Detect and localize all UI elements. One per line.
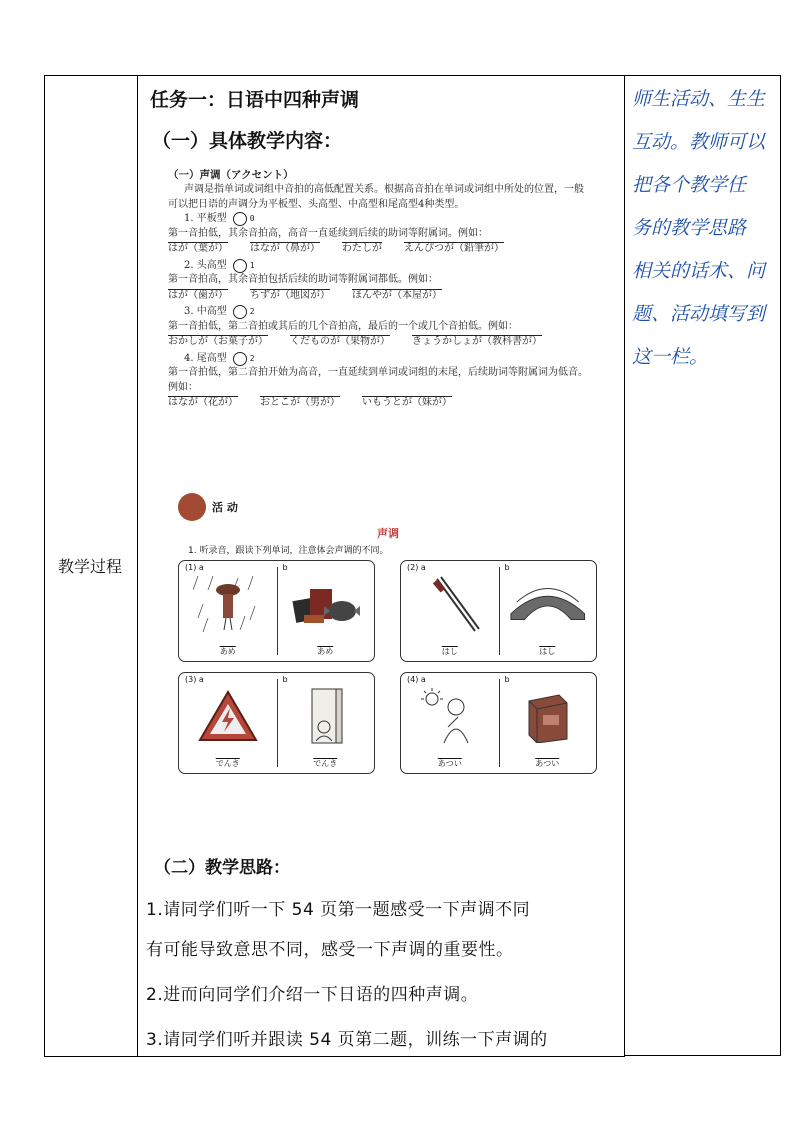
rain-icon (189, 575, 267, 633)
type-name (168, 212, 588, 227)
paragraph-line: 3.请同学们听并跟读 54 页第二题，训练一下声调的 (146, 1030, 548, 1050)
type-desc: 第一音拍低，第二音拍开始为高音，一直延续到单词或词组的末尾，后续助词等附属词为低音。例如： (168, 367, 588, 393)
pair-cell-a (179, 561, 277, 661)
example: ちずが（地図が） (250, 289, 330, 301)
type-desc: 第一音拍低，其余音拍高，高音一直延续到后续的助词等附属词。例如： (168, 227, 488, 239)
example: わたしが (342, 243, 382, 255)
pair-number (185, 563, 204, 572)
activity-title: 声调 (377, 527, 399, 540)
chopsticks-icon (411, 575, 489, 633)
accent-excerpt (168, 168, 588, 413)
pair-num: (3) (185, 675, 197, 684)
example: はが（歯が） (168, 289, 228, 301)
pair-cell-a (401, 561, 499, 661)
word-caption: あつい (437, 759, 462, 768)
word-caption: あつい (535, 759, 560, 768)
type-desc: 第一音拍高，其余音拍包括后续的助词等附属词都低。例如： (168, 274, 438, 286)
main-cell (138, 75, 624, 1055)
picture-pair (400, 672, 597, 774)
activity-logo-icon (178, 493, 206, 521)
picture-grid (178, 560, 598, 780)
example: えんぴつが（鉛筆が） (404, 243, 504, 255)
example: くだものが（果物が） (290, 336, 390, 348)
pair-number (407, 675, 426, 684)
type-label: 3. 中高型 (184, 306, 227, 318)
pair-cell-b (499, 673, 597, 773)
pair-number (185, 675, 204, 684)
pair-number (407, 563, 426, 572)
example-row (168, 396, 588, 411)
side-note-line: 相关的话术、问 (632, 260, 766, 282)
accent-mark: 2 (233, 352, 247, 366)
word-caption: あめ (317, 647, 334, 656)
thick-book-icon (509, 687, 587, 745)
activity-label: 活 动 (212, 501, 238, 514)
type-label: 2. 头高型 (184, 259, 227, 271)
side-note-line: 题、活动填写到 (632, 303, 766, 325)
word-caption: でんき (215, 759, 240, 768)
type-name (168, 259, 588, 274)
picture-pair (178, 560, 375, 662)
word-caption: はし (441, 647, 458, 656)
example: はが（葉が） (168, 243, 228, 255)
example: おとこが（男が） (260, 397, 340, 409)
activity-header (178, 493, 598, 521)
a-tag: a (420, 675, 426, 684)
warning-sign-icon (189, 687, 267, 745)
picture-pair (178, 672, 375, 774)
example: おかしが（お菓子が） (168, 336, 268, 348)
type-name (168, 305, 588, 320)
picture-pair (400, 560, 597, 662)
paragraph-line: 1.请同学们听一下 54 页第一题感受一下声调不同 (146, 900, 531, 920)
accent-intro: 声调是指单词或词组中音拍的高低配置关系。根据高音拍在单词或词组中所处的位置，一般可以把日语的声调分为平板型、头高型、中高型和尾高型4种类型。 (168, 184, 584, 210)
type-label: 4. 尾高型 (184, 352, 227, 364)
pair-cell-b (499, 561, 597, 661)
b-tag: b (504, 675, 510, 684)
side-note-line: 师生活动、生生 (632, 88, 766, 110)
example: いもうとが（妹が） (362, 397, 452, 409)
pair-num: (2) (407, 563, 419, 572)
accent-mark: 0 (233, 212, 247, 226)
word-caption: あめ (219, 647, 236, 656)
candy-icon (287, 575, 365, 633)
example-row (168, 289, 588, 304)
side-note (632, 78, 780, 379)
word-caption: でんき (313, 759, 338, 768)
book-icon (287, 687, 365, 745)
example: ほんやが（本屋が） (352, 289, 442, 301)
accent-mark: 2 (233, 305, 247, 319)
b-tag: b (282, 563, 288, 572)
word-caption: はし (539, 647, 556, 656)
activity-excerpt (178, 493, 598, 780)
a-tag: a (198, 563, 204, 572)
pair-num: (4) (407, 675, 419, 684)
pair-cell-b (277, 673, 375, 773)
example: はなが（花が） (168, 397, 238, 409)
activity-instruction: 1. 听录音，跟读下列单词，注意体会声调的不同。 (188, 546, 389, 556)
type-name (168, 352, 588, 367)
example-row (168, 242, 588, 257)
pair-cell-a (401, 673, 499, 773)
example-row (168, 335, 588, 350)
pair-num: (1) (185, 563, 197, 572)
side-note-line: 这一栏。 (632, 346, 709, 368)
pair-cell-b (277, 561, 375, 661)
accent-mark: 1 (233, 259, 247, 273)
example: きょうかしょが（教科書が） (412, 336, 542, 348)
accent-heading: （一）声调（アクセント） (168, 169, 294, 181)
bridge-icon (509, 575, 587, 633)
paragraph-line: 2.进而向同学们介绍一下日语的四种声调。 (146, 985, 479, 1005)
row-label: 教学过程 (57, 556, 122, 576)
type-label: 1. 平板型 (184, 213, 227, 225)
paragraph-line: 有可能导致意思不同，感受一下声调的重要性。 (146, 940, 514, 960)
example: はなが（鼻が） (250, 243, 320, 255)
a-tag: a (198, 675, 204, 684)
a-tag: a (420, 563, 426, 572)
task-title: 任务一：日语中四种声调 (150, 89, 360, 111)
side-note-line: 务的教学思路 (632, 217, 747, 239)
b-tag: b (504, 563, 510, 572)
b-tag: b (282, 675, 288, 684)
pair-cell-a (179, 673, 277, 773)
type-desc: 第一音拍低，第二音拍或其后的几个音拍高，最后的一个或几个音拍低。例如： (168, 320, 518, 332)
side-note-line: 互动。教师可以 (632, 131, 766, 153)
sun-person-icon (411, 687, 489, 745)
side-note-line: 把各个教学任 (632, 174, 747, 196)
section1-title: （一）具体教学内容： (152, 130, 343, 152)
section2-title: （二）教学思路： (154, 858, 290, 878)
